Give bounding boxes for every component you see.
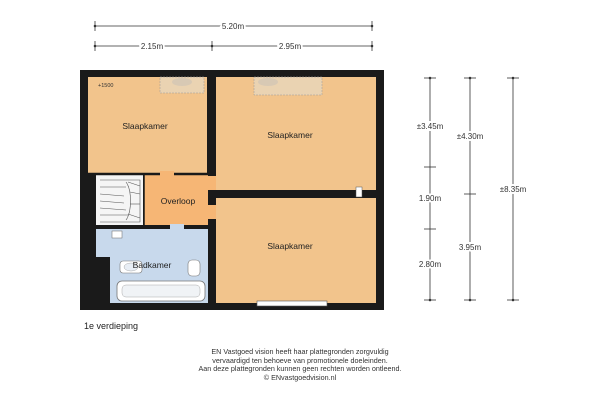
toilet (188, 260, 200, 276)
svg-text:5.20m: 5.20m (221, 22, 245, 31)
skylight-left (160, 77, 204, 93)
label-bedroom-right-bottom: Slaapkamer (267, 241, 313, 251)
dim-height-lower: 2.80m (418, 260, 442, 269)
door-bedroom-right-top (208, 176, 216, 190)
level-note: +1500 (98, 83, 114, 89)
window (356, 187, 362, 197)
dim-height-upper: ±3.45m (416, 122, 444, 131)
dimension-vertical-mid-column (464, 78, 476, 300)
dim-height-lower-total: 3.95m (458, 243, 482, 252)
washing-machine-connection (112, 231, 122, 238)
label-bedroom-left: Slaapkamer (122, 121, 168, 131)
disclaimer-line-3: Aan deze plattegronden kunnen geen rechten worden ontleend. (198, 364, 402, 374)
label-landing: Overloop (160, 196, 196, 206)
dim-height-total: ±8.35m (499, 185, 527, 194)
dim-height-upper-total: ±4.30m (456, 132, 484, 141)
door-bathroom (170, 224, 184, 230)
window (257, 301, 327, 306)
floor-label: 1e verdieping (84, 321, 139, 331)
label-bathroom: Badkamer (132, 260, 172, 270)
label-bedroom-right-top: Slaapkamer (267, 130, 313, 140)
svg-text:2.95m: 2.95m (278, 42, 302, 51)
dimension-right-width (212, 41, 372, 51)
door-bedroom-right-bottom (208, 205, 216, 219)
stairs-area (96, 175, 143, 225)
disclaimer-line-1: EN Vastgoed vision heeft haar plattegronden zorgvuldig (211, 347, 389, 356)
dim-height-mid: 1.90m (418, 194, 442, 203)
door-bedroom-left (160, 171, 174, 177)
skylight-right (254, 77, 322, 95)
disclaimer-line-2: vervaardigd ten behoeve van promotionele doeleinden. (212, 355, 388, 365)
bathtub (117, 281, 205, 301)
svg-text:2.15m: 2.15m (140, 42, 164, 51)
dimension-total-width (95, 21, 372, 31)
dimension-left-width (95, 41, 212, 51)
disclaimer-line-4: © ENvastgoedvision.nl (263, 372, 337, 382)
